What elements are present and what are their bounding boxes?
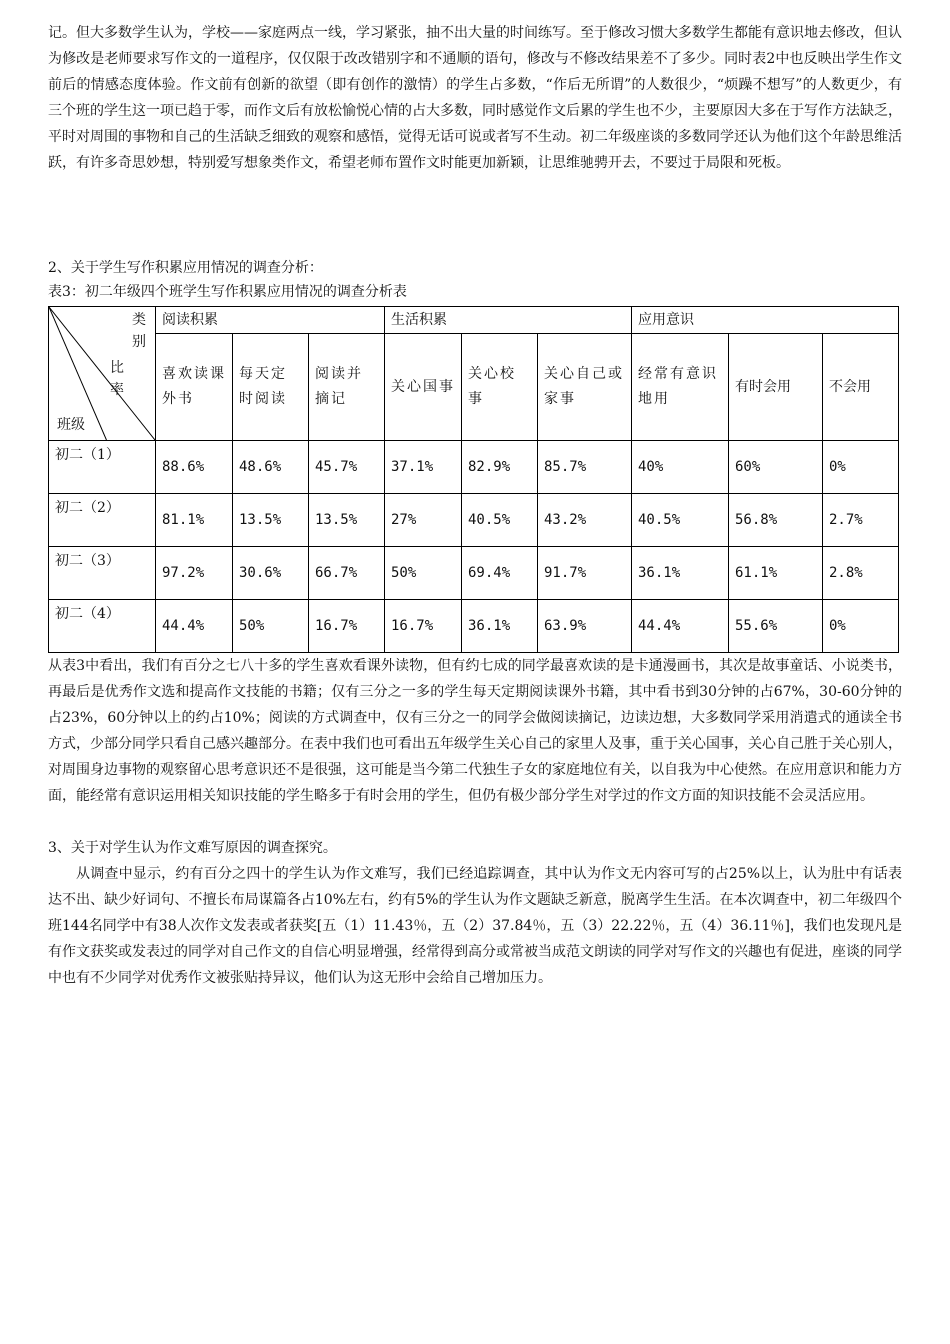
group-header-application: 应用意识	[632, 307, 899, 334]
table-row	[49, 600, 899, 653]
table-cell: 36.1%	[632, 547, 729, 600]
table-cell: 66.7%	[309, 547, 385, 600]
paragraph-3: 从调查中显示，约有百分之四十的学生认为作文难写，我们已经追踪调查，其中认为作文无内容可写的占25%以上，认为肚中有话表达不出、缺少好词句、不擅长布局谋篇各占10%左右，约有5%的学生认为作文题缺乏新意，脱离学生生活。在本次调查中，初二年级四个班144名同学中有38人次作文发表或者获奖[五（1）11.43％，五（2）37.84％，五（3）22.22％，五（4）36.11％]，我们也发现凡是有作文获奖或发表过的同学对自己作文的自信心明显增强，经常得到高分或常被当成范文朗读的同学对写作文的兴趣也有促进，座谈的同学中也有不少同学对优秀作文被张贴持异议，他们认为这无形中会给自己增加压力。	[48, 866, 902, 986]
table-cell: 44.4%	[632, 600, 729, 653]
table-cell: 81.1%	[156, 494, 233, 547]
table-cell: 40.5%	[462, 494, 538, 547]
table-cell: 30.6%	[233, 547, 309, 600]
table-group-header-row	[49, 307, 899, 334]
table-cell: 85.7%	[538, 441, 632, 494]
corner-label-ratio: 比率	[110, 360, 124, 398]
table-cell: 37.1%	[385, 441, 462, 494]
table-subheader-row	[49, 334, 899, 441]
table-cell: 2.8%	[823, 547, 899, 600]
table-row	[49, 494, 899, 547]
paragraph-1: 记。但大多数学生认为，学校——家庭两点一线，学习紧张，抽不出大量的时间练写。至于修改习惯大多数学生都能有意识地去修改，但认为修改是老师要求写作文的一道程序，仅仅限于改改错别字和不通顺的语句，修改与不修改结果差不了多少。同时表2中也反映出学生作文前后的情感态度体验。作文前有创新的欲望（即有创作的激情）的学生占多数，“作后无所谓”的人数很少，“烦躁不想写”的人数更少，有三个班的学生这一项已趋于零，而作文后有放松愉悦心情的占大多数，同时感觉作文后累的学生也不少，主要原因大多在于写作方法缺乏，平时对周围的事物和自己的生活缺乏细致的观察和感悟，觉得无话可说或者写不生动。初二年级座谈的多数同学还认为他们这个年龄思维活跃，有许多奇思妙想，特别爱写想象类作文，希望老师布置作文时能更加新颖，让思维驰骋开去，不要过于局限和死板。	[48, 25, 902, 171]
row-class-label: 初二（2）	[49, 494, 156, 547]
document-page	[48, 20, 902, 991]
table-cell: 0%	[823, 441, 899, 494]
table-cell: 2.7%	[823, 494, 899, 547]
table-cell: 13.5%	[309, 494, 385, 547]
survey-table	[48, 306, 899, 653]
group-header-life: 生活积累	[385, 307, 632, 334]
table-cell: 56.8%	[729, 494, 823, 547]
section-3-heading: 3、关于对学生认为作文难写原因的调查探究。	[48, 840, 337, 856]
corner-label-category: 类别	[132, 312, 146, 350]
table-row	[49, 547, 899, 600]
row-class-label: 初二（4）	[49, 600, 156, 653]
subheader-cell: 阅读并摘记	[309, 334, 385, 441]
subheader-cell: 有时会用	[729, 334, 823, 441]
subheader-cell: 不会用	[823, 334, 899, 441]
subheader-cell: 经常有意识地用	[632, 334, 729, 441]
table-cell: 82.9%	[462, 441, 538, 494]
table-cell: 43.2%	[538, 494, 632, 547]
table-3-caption: 表3：初二年级四个班学生写作积累应用情况的调查分析表	[48, 284, 407, 300]
spacer	[48, 809, 902, 835]
table-cell: 50%	[385, 547, 462, 600]
spacer	[48, 176, 902, 256]
table-cell: 40%	[632, 441, 729, 494]
table-cell: 48.6%	[233, 441, 309, 494]
table-cell: 97.2%	[156, 547, 233, 600]
subheader-cell: 关心自己或家事	[538, 334, 632, 441]
table-cell: 45.7%	[309, 441, 385, 494]
row-class-label: 初二（1）	[49, 441, 156, 494]
table-cell: 16.7%	[309, 600, 385, 653]
table-cell: 0%	[823, 600, 899, 653]
paragraph-2: 从表3中看出，我们有百分之七八十多的学生喜欢看课外读物，但有约七成的同学最喜欢读的是卡通漫画书，其次是故事童话、小说类书，再最后是优秀作文选和提高作文技能的书籍；仅有三分之一多的学生每天定期阅读课外书籍，其中看书到30分钟的占67%，30-60分钟的占23%，60分钟以上的约占10%；阅读的方式调查中，仅有三分之一的同学会做阅读摘记，边读边想，大多数同学采用消遣式的通读全书方式，少部分同学只看自己感兴趣部分。在表中我们也可看出五年级学生关心自己的家里人及事，重于关心国事，关心自己胜于关心别人，对周围身边事物的观察留心思考意识还不是很强，这可能是当今第二代独生子女的家庭地位有关，以自我为中心使然。在应用意识和能力方面，能经常有意识运用相关知识技能的学生略多于有时会用的学生，但仍有极少部分学生对学过的作文方面的知识技能不会灵活应用。	[48, 658, 902, 804]
section-2-heading: 2、关于学生写作积累应用情况的调查分析：	[48, 260, 323, 276]
table-cell: 88.6%	[156, 441, 233, 494]
table-cell: 27%	[385, 494, 462, 547]
table-cell: 36.1%	[462, 600, 538, 653]
table-cell: 50%	[233, 600, 309, 653]
row-class-label: 初二（3）	[49, 547, 156, 600]
table-cell: 91.7%	[538, 547, 632, 600]
subheader-cell: 每天定时阅读	[233, 334, 309, 441]
table-cell: 44.4%	[156, 600, 233, 653]
table-cell: 60%	[729, 441, 823, 494]
subheader-cell: 关心国事	[385, 334, 462, 441]
subheader-cell: 关心校事	[462, 334, 538, 441]
table-corner-cell	[49, 307, 156, 441]
table-cell: 16.7%	[385, 600, 462, 653]
table-cell: 55.6%	[729, 600, 823, 653]
table-cell: 40.5%	[632, 494, 729, 547]
table-cell: 13.5%	[233, 494, 309, 547]
subheader-cell: 喜欢读课外书	[156, 334, 233, 441]
table-cell: 61.1%	[729, 547, 823, 600]
corner-label-class: 班级	[57, 417, 85, 433]
group-header-reading: 阅读积累	[156, 307, 385, 334]
table-cell: 69.4%	[462, 547, 538, 600]
table-row	[49, 441, 899, 494]
table-cell: 63.9%	[538, 600, 632, 653]
